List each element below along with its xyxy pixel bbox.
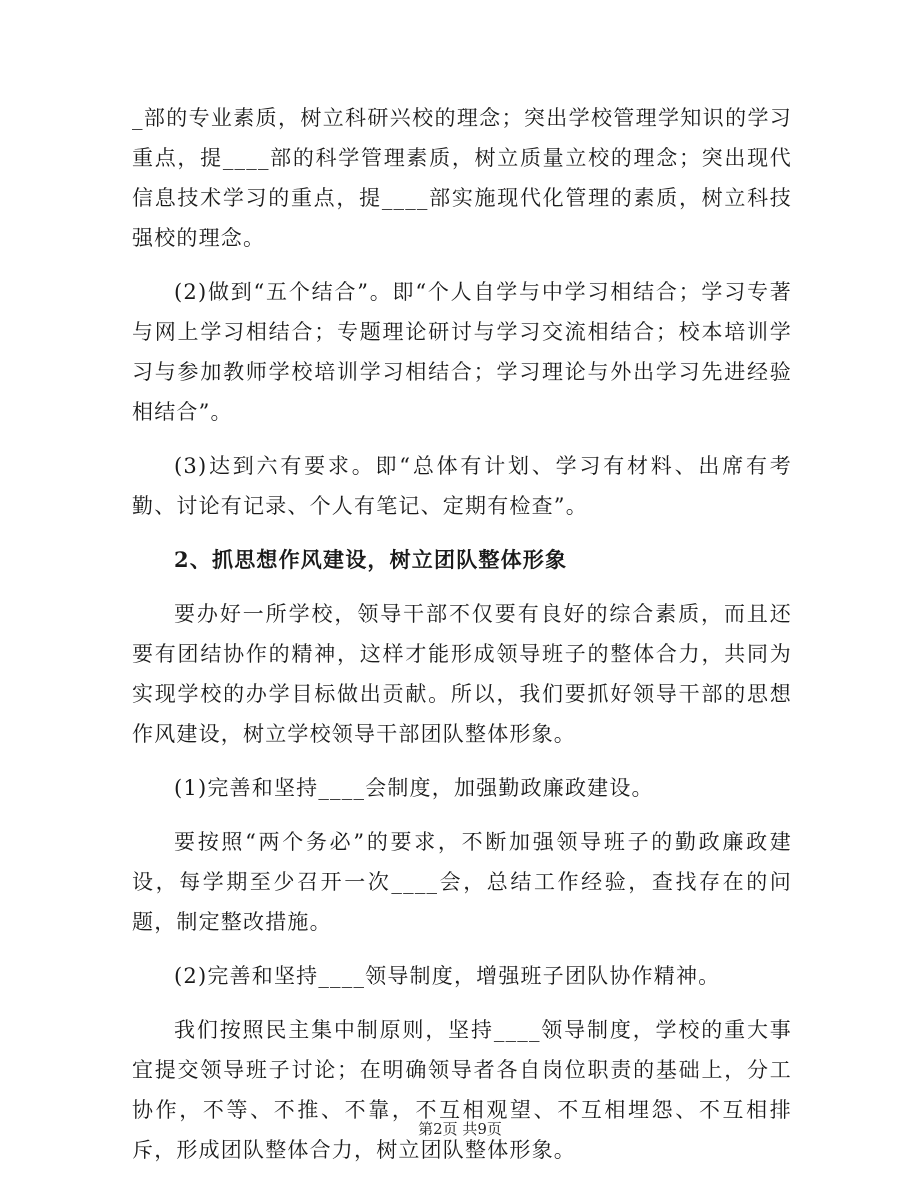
paragraph: (2)完善和坚持____领导制度，增强班子团队协作精神。 — [174, 964, 721, 988]
paragraph: 要按照“两个务必”的要求，不断加强领导班子的勤政廉政建设，每学期至少召开一次____会，总结工作经验，查找存在的问题，制定整改措施。 — [132, 830, 792, 934]
paragraph: _部的专业素质，树立科研兴校的理念；突出学校管理学知识的学习重点，提____部的科学管理素质，树立质量立校的理念；突出现代信息技术学习的重点，提____部实施现代化管理的素质，树立科技强校的理念。 — [132, 106, 792, 250]
page-number-footer: 第2页 共9页 — [418, 1120, 502, 1138]
paragraph: (2)做到“五个结合”。即“个人自学与中学习相结合；学习专著与网上学习相结合；专题理论研讨与学习交流相结合；校本培训学习与参加教师学校培训学习相结合；学习理论与外出学习先进经验相结合”。 — [132, 280, 792, 424]
paragraph: 要办好一所学校，领导干部不仅要有良好的综合素质，而且还要有团结协作的精神，这样才能形成领导班子的整体合力，共同为实现学校的办学目标做出贡献。所以，我们要抓好领导干部的思想作风建设，树立学校领导干部团队整体形象。 — [132, 602, 792, 746]
paragraph: 我们按照民主集中制原则，坚持____领导制度，学校的重大事宜提交领导班子讨论；在明确领导者各自岗位职责的基础上，分工协作，不等、不推、不靠，不互相观望、不互相埋怨、不互相排斥，形成团队整体合力，树立团队整体形象。 — [132, 1018, 792, 1162]
document-body — [132, 98, 792, 1184]
paragraph: (1)完善和坚持____会制度，加强勤政廉政建设。 — [174, 776, 654, 800]
section-heading: 2、抓思想作风建设，树立团队整体形象 — [174, 547, 568, 572]
paragraph: (3)达到六有要求。即“总体有计划、学习有材料、出席有考勤、讨论有记录、个人有笔记、定期有检查”。 — [132, 454, 792, 518]
